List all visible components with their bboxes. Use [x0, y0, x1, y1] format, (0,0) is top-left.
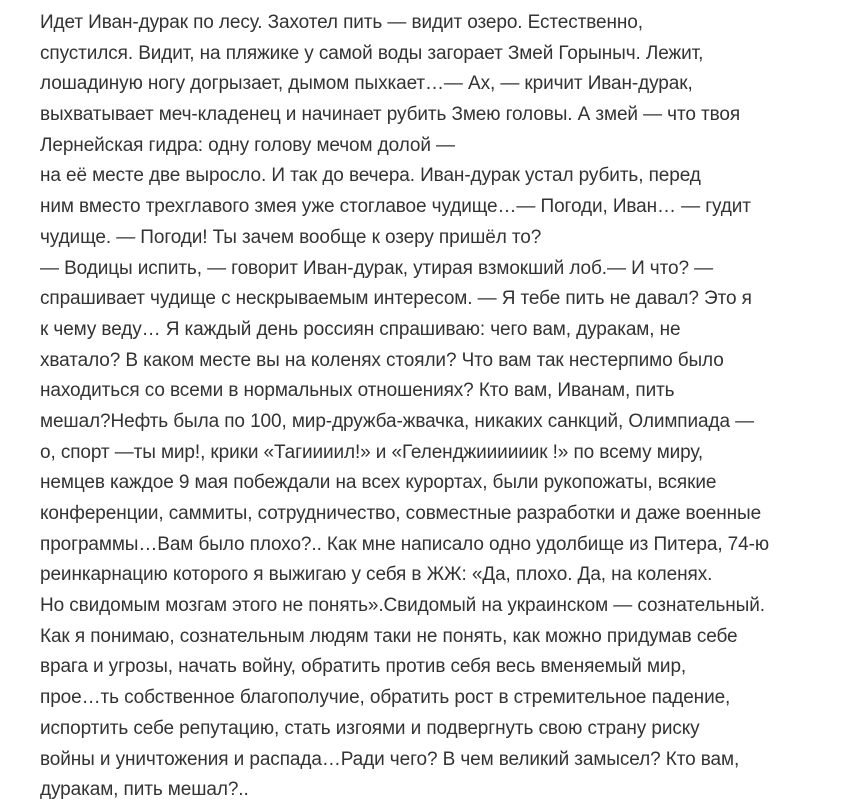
text-line: войны и уничтожения и распада…Ради чего? В чем великий замысел? Кто вам,: [40, 748, 740, 770]
text-line: спрашивает чудище с нескрываемым интересом. — Я тебе пить не давал? Это я: [40, 288, 752, 310]
text-line: лошадиную ногу догрызает, дымом пыхкает…— Ах, — кричит Иван-дурак,: [40, 73, 693, 95]
text-line: Лернейская гидра: одну голову мечом долой —: [40, 134, 455, 156]
text-line: хватало? В каком месте вы на коленях стояли? Что вам так нестерпимо было: [40, 349, 724, 371]
text-line: на её месте две выросло. И так до вечера. Иван-дурак устал рубить, перед: [40, 165, 701, 187]
text-line: спустился. Видит, на пляжике у самой воды загорает Змей Горыныч. Лежит,: [40, 42, 704, 64]
text-line: немцев каждое 9 мая побеждали на всех курортах, были рукопожаты, всякие: [40, 472, 717, 494]
text-line: дуракам, пить мешал?..: [40, 779, 249, 801]
text-line: Но свидомым мозгам этого не понять».Свидомый на украинском — сознательный.: [40, 595, 765, 617]
text-line: программы…Вам было плохо?.. Как мне написало одно удолбище из Питера, 74-ю: [40, 533, 769, 555]
text-line: прое…ть собственное благополучие, обратить рост в стремительное падение,: [40, 687, 731, 709]
text-line: Идет Иван-дурак по лесу. Захотел пить — видит озеро. Естественно,: [40, 12, 643, 33]
text-line: реинкарнацию которого я выжигаю у себя в ЖЖ: «Да, плохо. Да, на коленях.: [40, 564, 713, 586]
text-line: — Водицы испить, — говорит Иван-дурак, утирая взмокший лоб.— И что? —: [40, 257, 714, 279]
text-line: выхватывает меч-кладенец и начинает рубить Змею головы. А змей — что твоя: [40, 104, 741, 126]
text-line: находиться со всеми в нормальных отношениях? Кто вам, Иванам, пить: [40, 380, 675, 402]
text-line: ним вместо трехглавого змея уже стоглавое чудище…— Погоди, Иван… — гудит: [40, 196, 751, 218]
text-line: врага и угрозы, начать войну, обратить против себя весь вменяемый мир,: [40, 656, 687, 678]
text-line: Как я понимаю, сознательным людям таки не понять, как можно придумав себе: [40, 625, 738, 647]
text-line: к чему веду… Я каждый день россиян спрашиваю: чего вам, дуракам, не: [40, 318, 681, 340]
text-line: испортить себе репутацию, стать изгоями и подвергнуть свою страну риску: [40, 717, 700, 739]
text-line: чудище. — Погоди! Ты зачем вообще к озеру пришёл то?: [40, 226, 542, 248]
text-line: мешал?Нефть была по 100, мир-дружба-жвачка, никаких санкций, Олимпиада —: [40, 410, 754, 432]
text-line: конференции, саммиты, сотрудничество, совместные разработки и даже военные: [40, 503, 762, 524]
text-body: [40, 8, 846, 806]
text-line: о, спорт —ты мир!, крики «Тагиииил!» и «Геленджиииииик !» по всему миру,: [40, 441, 704, 463]
